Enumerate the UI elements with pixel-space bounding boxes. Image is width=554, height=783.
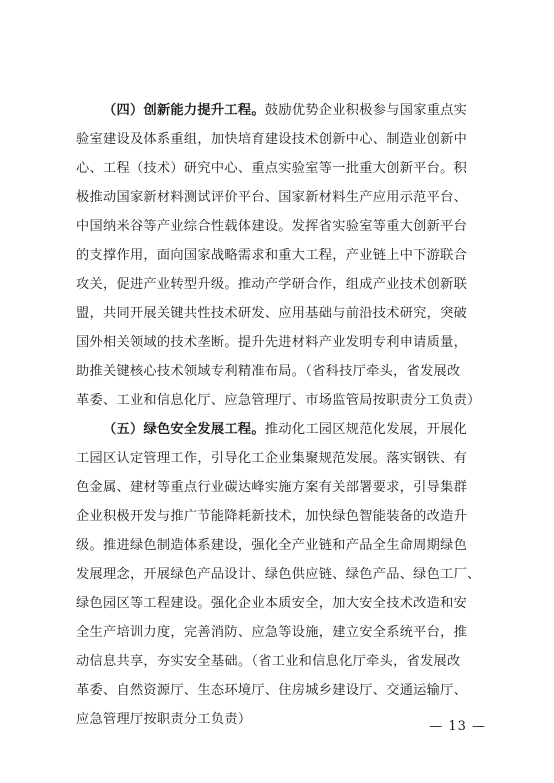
paragraph-line: 动信息共享，夯实安全基础。（省工业和信息化厅牵头，省发展改 bbox=[76, 654, 461, 669]
section5-first-line-text: 推动化工园区规范化发展，开展化 bbox=[264, 422, 468, 437]
paragraph-line: 全生产培训力度，完善消防、应急等设施，建立安全系统平台，推 bbox=[76, 625, 468, 640]
paragraph-line: 心、工程（技术）研究中心、重点实验室等一批重大创新平台。积 bbox=[76, 161, 468, 176]
paragraph-line: 验室建设及体系重组，加快培育建设技术创新中心、制造业创新中 bbox=[76, 132, 468, 147]
section4-first-line bbox=[76, 96, 480, 125]
paragraph-line: 中国纳米谷等产业综合性载体建设。发挥省实验室等重大创新平台 bbox=[76, 219, 468, 234]
paragraph-line: 发展理念，开展绿色产品设计、绿色供应链、绿色产品、绿色工厂、 bbox=[76, 567, 481, 582]
paragraph-line: 攻关，促进产业转型升级。推动产学研合作，组成产业技术创新联 bbox=[76, 277, 468, 292]
paragraph-line: 级。推进绿色制造体系建设，强化全产业链和产品全生命周期绿色 bbox=[76, 538, 468, 553]
section4-first-line-text: 鼓励优势企业积极参与国家重点实 bbox=[264, 103, 468, 118]
section5-first-line bbox=[76, 415, 480, 444]
paragraph-line: 国外相关领域的技术垄断。提升先进材料产业发明专利申请质量， bbox=[76, 335, 468, 350]
paragraph-line: 的支撑作用，面向国家战略需求和重大工程，产业链上中下游联合 bbox=[76, 248, 468, 263]
section5-heading: （五）绿色安全发展工程。 bbox=[103, 422, 265, 437]
paragraph-line: 企业积极开发与推广节能降耗新技术，加快绿色智能装备的改造升 bbox=[76, 509, 468, 524]
paragraph-line: 盟，共同开展关键共性技术研发、应用基础与前沿技术研究，突破 bbox=[76, 306, 468, 321]
paragraph-line: 革委、工业和信息化厅、应急管理厅、市场监管局按职责分工负责） bbox=[76, 393, 481, 408]
page-number: — 13 — bbox=[429, 719, 486, 734]
paragraph-line: 助推关键核心技术领域专利精准布局。（省科技厅牵头，省发展改 bbox=[76, 364, 461, 379]
paragraph-line: 极推动国家新材料测试评价平台、国家新材料生产应用示范平台、 bbox=[76, 190, 468, 205]
section4-heading: （四）创新能力提升工程。 bbox=[103, 103, 265, 118]
paragraph-line: 革委、自然资源厅、生态环境厅、住房城乡建设厅、交通运输厅、 bbox=[76, 683, 468, 698]
paragraph-line: 工园区认定管理工作，引导化工企业集聚规范发展。落实钢铁、有 bbox=[76, 451, 468, 466]
body-text bbox=[76, 96, 480, 734]
paragraph-line: 色金属、建材等重点行业碳达峰实施方案有关部署要求，引导集群 bbox=[76, 480, 468, 495]
paragraph-line: 绿色园区等工程建设。强化企业本质安全，加大安全技术改造和安 bbox=[76, 596, 468, 611]
paragraph-line: 应急管理厅按职责分工负责） bbox=[76, 712, 252, 727]
